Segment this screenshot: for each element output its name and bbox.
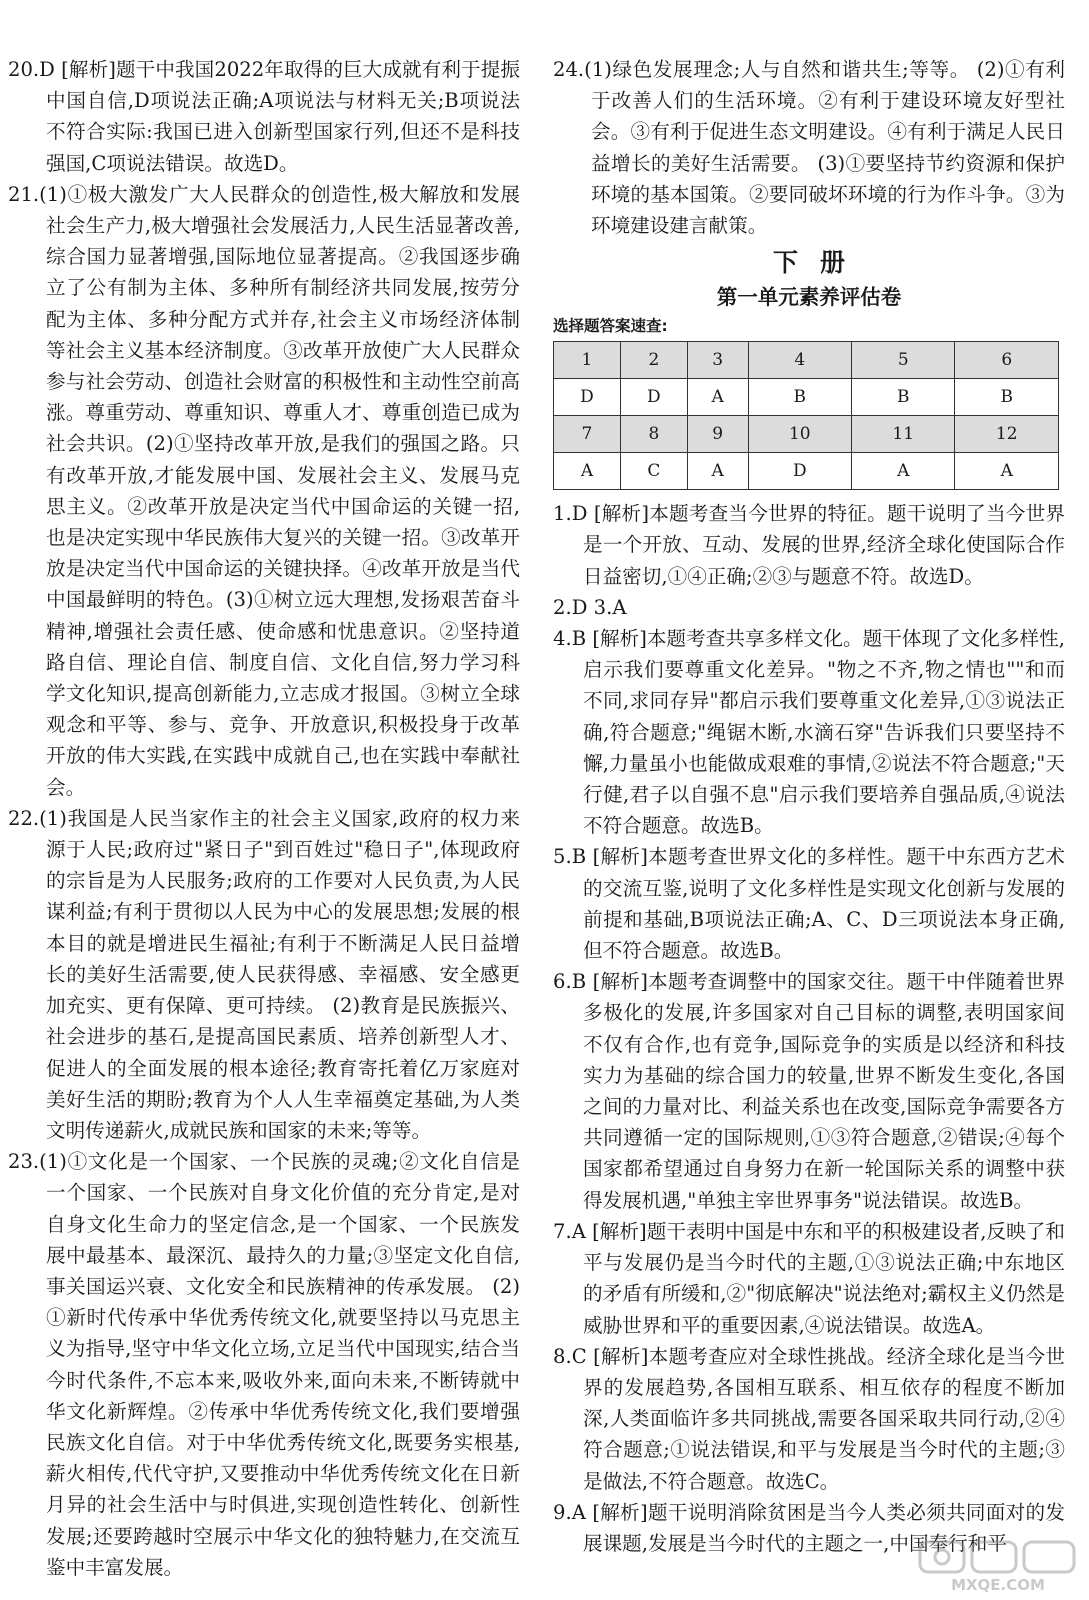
watermark-text: MXQE.COM <box>951 1576 1045 1594</box>
answer-item-22: 22.(1)我国是人民当家作主的社会主义国家,政府的权力来源于人民;政府过"紧日子"到百姓过"稳日子",体现政府的宗旨是为人民服务;政府的工作要对人民负责,为人民谋利益;有利于贯彻以人民为中心的发展思想;发展的根本目的就是增进民生福祉;有利于不断满足人民日益增长的美好生活需要,使人民获得感、幸福感、安全感更加充实、更有保障、更可持续。 (2)教育是民族振兴、社会进步的基石,是提高国民素质、培养创新型人才、促进人的全面发展的根本途径;教育寄托着亿万家庭对美好生活的期盼;教育为个人人生幸福奠定基础,为人类文明传递薪火,成就民族和国家的未来;等等。 <box>8 806 520 1142</box>
answer-item-24: 24.(1)绿色发展理念;人与自然和谐共生;等等。 (2)①有利于改善人们的生活环境。②有利于建设环境友好型社会。③有利于促进生态文明建设。④有利于满足人民日益增长的美好生活需要。 (3)①要坚持节约资源和保护环境的基本国策。②要同破坏环境的行为作斗争。③为环境建设建言献策。 <box>553 58 1065 238</box>
answer-table-answer-row <box>554 453 1059 490</box>
left-column <box>8 54 520 1583</box>
question-number: 3 <box>687 342 748 379</box>
answer-letter: A <box>687 379 748 416</box>
question-number: 8 <box>620 416 687 453</box>
answer-letter: A <box>852 453 955 490</box>
question-number: 9 <box>687 416 748 453</box>
question-number: 11 <box>852 416 955 453</box>
answer-letter: D <box>554 379 621 416</box>
question-number: 2 <box>620 342 687 379</box>
answer-letter: C <box>620 453 687 490</box>
answer-item-5: 5.B [解析]本题考查世界文化的多样性。题干中东西方艺术的交流互鉴,说明了文化多样性是实现文化创新与发展的前提和基础,B项说法正确;A、C、D三项说法本身正确,但不符合题意。故选B。 <box>553 845 1065 963</box>
right-column <box>553 54 1065 1559</box>
answer-item-8: 8.C [解析]本题考查应对全球性挑战。经济全球化是当今世界的发展趋势,各国相互联系、相互依存的程度不断加深,人类面临许多共同挑战,需要各国采取共同行动,②④符合题意;①说法错误,和平与发展是当今时代的主题;③是做法,不符合题意。故选C。 <box>553 1344 1065 1493</box>
answer-table-answer-row <box>554 379 1059 416</box>
answer-item-23: 23.(1)①文化是一个国家、一个民族的灵魂;②文化自信是一个国家、一个民族对自身文化价值的充分肯定,是对自身文化生命力的坚定信念,是一个国家、一个民族发展中最基本、最深沉、最持久的力量;③坚定文化自信,事关国运兴衰、文化安全和民族精神的传承发展。 (2)①新时代传承中华优秀传统文化,就要坚持以马克思主义为指导,坚守中华文化立场,立足当代中国现实,结合当今时代条件,不忘本来,吸收外来,面向未来,不断铸就中华文化新辉煌。②传承中华优秀传统文化,我们要增强民族文化自信。对于中华优秀传统文化,既要务实根基,薪火相传,代代守护,又要推动中华优秀传统文化在日新月异的社会生活中与时俱进,实现创造性转化、创新性发展;还要跨越时空展示中华文化的独特魅力,在交流互鉴中丰富发展。 <box>8 1150 520 1579</box>
question-number: 12 <box>955 416 1059 453</box>
unit-title: 第一单元素养评估卷 <box>716 285 902 310</box>
question-number: 7 <box>554 416 621 453</box>
question-number: 1 <box>554 342 621 379</box>
answer-letter: A <box>955 453 1059 490</box>
answer-letter: B <box>955 379 1059 416</box>
answer-table <box>553 341 1059 490</box>
answer-item-7: 7.A [解析]题干表明中国是中东和平的积极建设者,反映了和平与发展仍是当今时代的主题,①③说法正确;中东地区的矛盾有所缓和,②"彻底解决"说法绝对;霸权主义仍然是威胁世界和平的重要因素,④说法错误。故选A。 <box>553 1219 1065 1337</box>
answer-letter: B <box>852 379 955 416</box>
answer-item-4: 4.B [解析]本题考查共享多样文化。题干体现了文化多样性,启示我们要尊重文化差异。"物之不齐,物之情也""和而不同,求同存异"都启示我们要尊重文化差异,①③说法正确,符合题意;"绳锯木断,水滴石穿"告诉我们只要坚持不懈,力量虽小也能做成艰难的事情,②说法不符合题意;"天行健,君子以自强不息"启示我们要培养自强品质,④说法不符合题意。故选B。 <box>553 627 1065 838</box>
answer-table-number-row <box>554 342 1059 379</box>
question-number: 4 <box>748 342 851 379</box>
answer-item-1: 1.D [解析]本题考查当今世界的特征。题干说明了当今世界是一个开放、互动、发展的世界,经济全球化使国际合作日益密切,①④正确;②③与题意不符。故选D。 <box>553 502 1065 588</box>
quick-answer-title: 选择题答案速查: <box>553 317 668 336</box>
answer-item-9: 9.A [解析]题干说明消除贫困是当今人类必须共同面对的发展课题,发展是当今时代的主题之一,中国奉行和平 <box>553 1500 1065 1555</box>
answer-item-6: 6.B [解析]本题考查调整中的国家交往。题干中伴随着世界多极化的发展,许多国家对自己目标的调整,表明国家间不仅有合作,也有竞争,国际竞争的实质是以经济和科技实力为基础的综合国力的较量,世界不断发生变化,各国之间的力量对比、利益关系也在改变,国际竞争需要各方共同遵循一定的国际规则,①③符合题意,②错误;④每个国家都希望通过自身努力在新一轮国际关系的调整中获得发展机遇,"单独主宰世界事务"说法错误。故选B。 <box>553 970 1065 1212</box>
answer-letter: A <box>554 453 621 490</box>
answer-letter: D <box>748 453 851 490</box>
answer-letter: A <box>687 453 748 490</box>
question-number: 10 <box>748 416 851 453</box>
answer-item-2-3: 2.D 3.A <box>553 595 627 619</box>
answer-letter: B <box>748 379 851 416</box>
question-number: 6 <box>955 342 1059 379</box>
watermark-logo <box>918 1538 1078 1594</box>
volume-title: 下册 <box>772 248 867 278</box>
question-number: 5 <box>852 342 955 379</box>
answer-letter: D <box>620 379 687 416</box>
answer-item-20: 20.D [解析]题干中我国2022年取得的巨大成就有利于提振中国自信,D项说法正确;A项说法与材料无关;B项说法不符合实际:我国已进入创新型国家行列,但还不是科技强国,C项说法错误。故选D。 <box>8 58 520 175</box>
answer-item-21: 21.(1)①极大激发广大人民群众的创造性,极大解放和发展社会生产力,极大增强社会发展活力,人民生活显著改善,综合国力显著增强,国际地位显著提高。②我国逐步确立了公有制为主体、多种所有制经济共同发展,按劳分配为主体、多种分配方式并存,社会主义市场经济体制等社会主义基本经济制度。③改革开放使广大人民群众参与社会劳动、创造社会财富的积极性和主动性空前高涨。尊重劳动、尊重知识、尊重人才、尊重创造已成为社会共识。(2)①坚持改革开放,是我们的强国之路。只有改革开放,才能发展中国、发展社会主义、发展马克思主义。②改革开放是决定当代中国命运的关键一招,也是决定实现中华民族伟大复兴的关键一招。③改革开放是决定当代中国命运的关键抉择。④改革开放是当代中国最鲜明的特色。(3)①树立远大理想,发扬艰苦奋斗精神,增强社会责任感、使命感和忧患意识。②坚持道路自信、理论自信、制度自信、文化自信,努力学习科学文化知识,提高创新能力,立志成才报国。③树立全球观念和平等、参与、竞争、开放意识,积极投身于改革开放的伟大实践,在实践中成就自己,也在实践中奉献社会。 <box>8 182 520 799</box>
answer-table-number-row <box>554 416 1059 453</box>
